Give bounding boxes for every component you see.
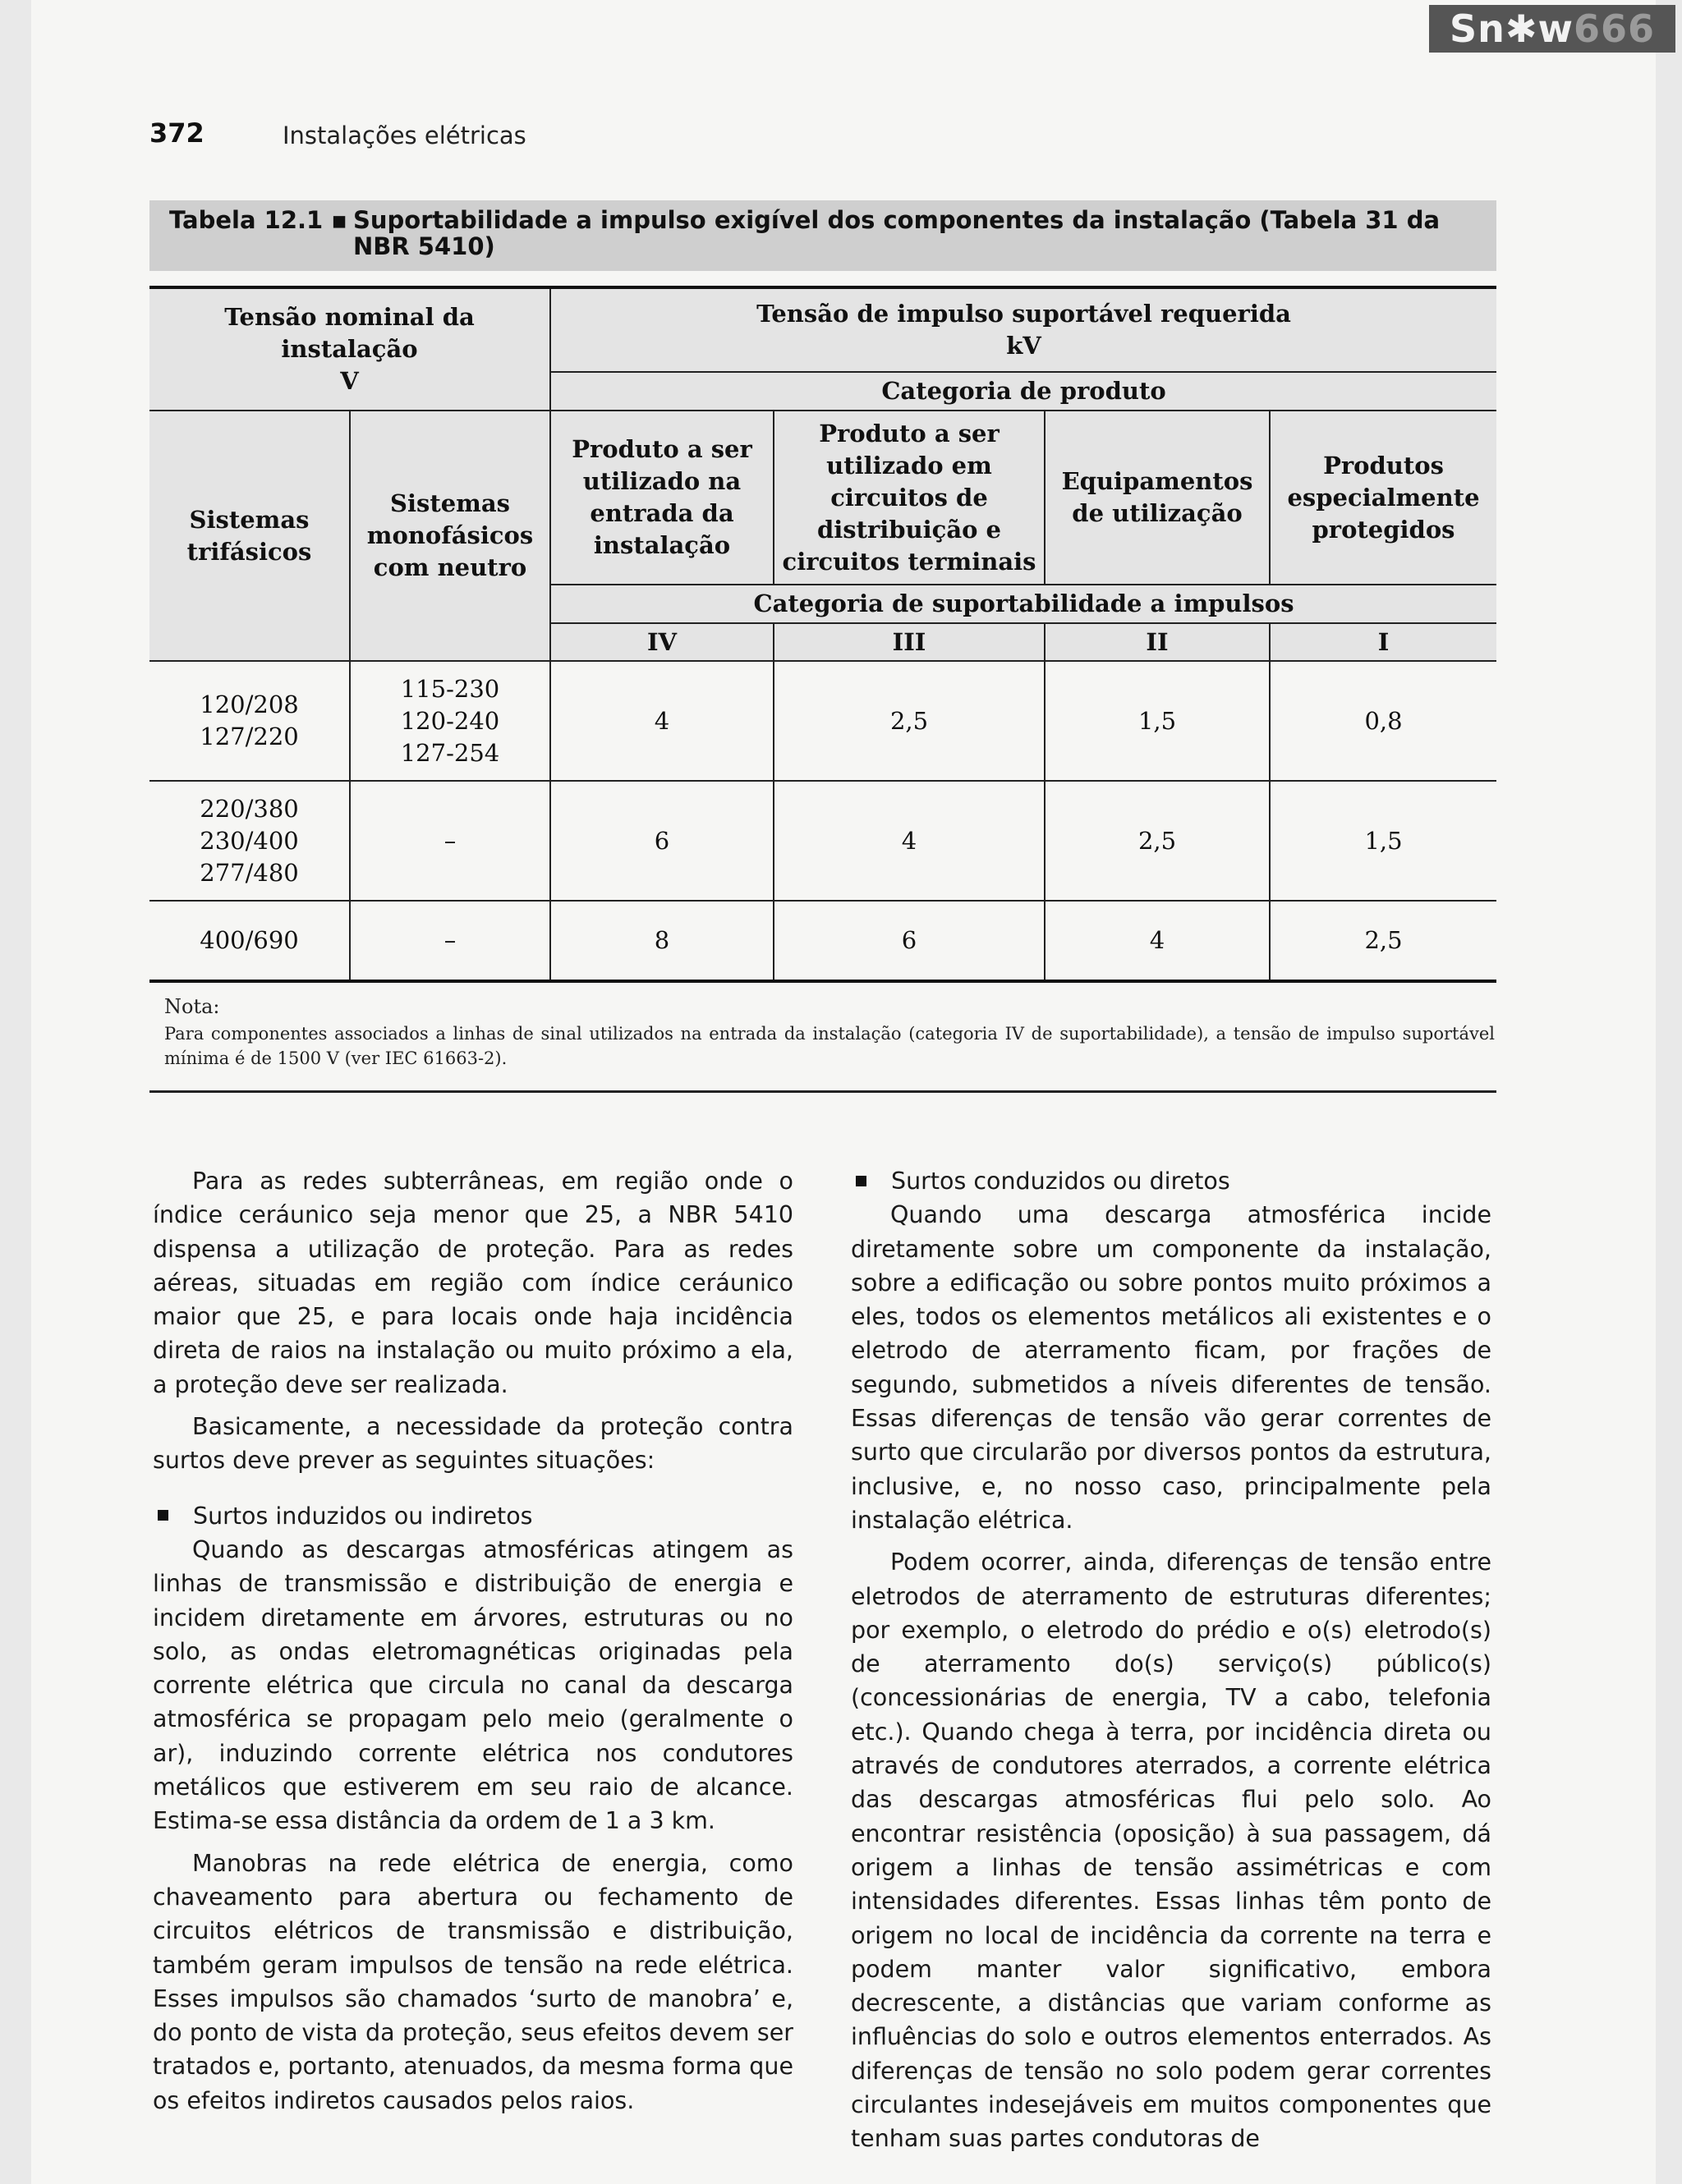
bullet-item: Surtos induzidos ou indiretos xyxy=(153,1499,793,1533)
cell-single-phase: – xyxy=(350,781,550,901)
category-iv: IV xyxy=(550,623,774,661)
cell-single-phase: – xyxy=(350,901,550,981)
cell-value: 4 xyxy=(550,661,774,781)
running-title: Instalações elétricas xyxy=(283,122,526,149)
cell-value: 0,8 xyxy=(1270,661,1496,781)
header-product-ii: Equipamentos de utilização xyxy=(1045,411,1270,585)
table-caption xyxy=(149,200,1496,271)
watermark-logo: Sn✱w666 xyxy=(1429,5,1675,53)
cell-three-phase: 400/690 xyxy=(149,901,350,981)
table-row xyxy=(149,781,1496,901)
paragraph: Quando uma descarga atmosférica incide diretamente sobre um componente da instalação, sobre a edificação ou sobre pontos muito próximos a eles, todos os elementos metálicos ali existentes e o eletrodo de aterramento ficam, por frações de segundo, submetidos a níveis diferentes de tensão. Essas diferenças de tensão vão gerar correntes de surto que circularão por diversos pontos da estrutura, inclusive, e, no nosso caso, principalmente pela instalação elétrica. xyxy=(851,1201,1491,1534)
table-row xyxy=(149,661,1496,781)
table-note xyxy=(164,995,1495,1071)
cell-value: 4 xyxy=(1045,901,1270,981)
note-label: Nota: xyxy=(164,995,220,1018)
header-nominal-voltage: Tensão nominal da instalação V xyxy=(149,287,550,411)
note-divider xyxy=(149,1090,1496,1093)
bullet-square-icon xyxy=(856,1176,866,1186)
table-caption-label: Tabela 12.1 ▪ xyxy=(169,206,347,234)
paragraph: Manobras na rede elétrica de energia, como chaveamento para abertura ou fechamento de circuitos elétricos de transmissão e distribuição, também geram impulsos de tensão na rede elétrica. Esses impulsos são chamados ‘surto de manobra’ e, do ponto de vista da proteção, seus efeitos devem ser tratados e, portanto, atenuados, da mesma forma que os efeitos indiretos causados pelos raios. xyxy=(153,1849,793,2114)
cell-value: 2,5 xyxy=(774,661,1045,781)
table-caption-text: Suportabilidade a impulso exigível dos componentes da instalação (Tabela 31 da NBR 5410) xyxy=(353,206,1441,260)
snowflake-icon: ✱ xyxy=(1505,7,1538,51)
impulse-table xyxy=(149,286,1496,983)
page-number: 372 xyxy=(149,117,205,149)
header-impulse-category: Categoria de suportabilidade a impulsos xyxy=(550,585,1496,623)
header-single-phase: Sistemas monofásicos com neutro xyxy=(350,411,550,661)
cell-three-phase: 120/208 127/220 xyxy=(149,661,350,781)
header-product-i: Produtos especialmente protegidos xyxy=(1270,411,1496,585)
cell-value: 8 xyxy=(550,901,774,981)
paragraph: Quando as descargas atmosféricas atingem as linhas de transmissão e distribuição de energia e incidem diretamente em árvores, estruturas ou no solo, as ondas eletromagnéticas originadas pela corrente elétrica que circula no canal da descarga atmosférica se propagam pelo meio (geralmente o ar), induzindo corrente elétrica nos condutores metálicos que estiverem em seu raio de alcance. Estima-se essa distância da ordem de 1 a 3 km. xyxy=(153,1535,793,1835)
header-product-iv: Produto a ser utilizado na entrada da instalação xyxy=(550,411,774,585)
table-row xyxy=(149,901,1496,981)
category-ii: II xyxy=(1045,623,1270,661)
category-iii: III xyxy=(774,623,1045,661)
bullet-item: Surtos conduzidos ou diretos xyxy=(851,1164,1491,1198)
note-text: Para componentes associados a linhas de sinal utilizados na entrada da instalação (categoria IV de suportabilidade), a tensão de impulso suportável mínima é de 1500 V (ver IEC 61663-2). xyxy=(164,1024,1495,1068)
header-product-iii: Produto a ser utilizado em circuitos de distribuição e circuitos terminais xyxy=(774,411,1045,585)
header-three-phase: Sistemas trifásicos xyxy=(149,411,350,661)
cell-value: 6 xyxy=(550,781,774,901)
cell-value: 1,5 xyxy=(1045,661,1270,781)
bullet-square-icon xyxy=(158,1510,168,1521)
paragraph: Basicamente, a necessidade da proteção contra surtos deve prever as seguintes situações: xyxy=(153,1413,793,1475)
cell-single-phase: 115-230 120-240 127-254 xyxy=(350,661,550,781)
body-column-left xyxy=(153,1164,793,2117)
cell-value: 2,5 xyxy=(1270,901,1496,981)
cell-value: 6 xyxy=(774,901,1045,981)
header-impulse-voltage: Tensão de impulso suportável requerida kV xyxy=(550,287,1496,372)
category-i: I xyxy=(1270,623,1496,661)
cell-three-phase: 220/380 230/400 277/480 xyxy=(149,781,350,901)
paragraph: Para as redes subterrâneas, em região onde o índice ceráunico seja menor que 25, a NBR 5410 dispensa a utilização de proteção. Para as redes aéreas, situadas em região com índice ceráunico maior que 25, e para locais onde haja incidência direta de raios na instalação ou muito próximo a ela, a proteção deve ser realizada. xyxy=(153,1168,793,1398)
cell-value: 1,5 xyxy=(1270,781,1496,901)
cell-value: 2,5 xyxy=(1045,781,1270,901)
header-product-category: Categoria de produto xyxy=(550,372,1496,411)
cell-value: 4 xyxy=(774,781,1045,901)
paragraph: Podem ocorrer, ainda, diferenças de tensão entre eletrodos de aterramento de estruturas diferentes; por exemplo, o eletrodo do prédio e o(s) eletrodo(s) de aterramento do(s) serviço(s) público(s) (concessionárias de energia, TV a cabo, telefonia etc.). Quando chega à terra, por incidência direta ou através de condutores aterrados, a corrente elétrica das descargas atmosféricas flui pelo solo. Ao encontrar resistência (oposição) à sua passagem, dá origem a linhas de tensão assimétricas e com intensidades diferentes. Essas linhas têm ponto de origem no local de incidência da corrente na terra e podem manter valor significativo, embora decrescente, a distâncias que variam conforme as influências do solo e outros elementos enterrados. As diferenças de tensão no solo podem gerar correntes circulantes indesejáveis em muitos componentes que tenham suas partes condutoras de xyxy=(851,1549,1491,2153)
body-column-right xyxy=(851,1164,1491,2156)
